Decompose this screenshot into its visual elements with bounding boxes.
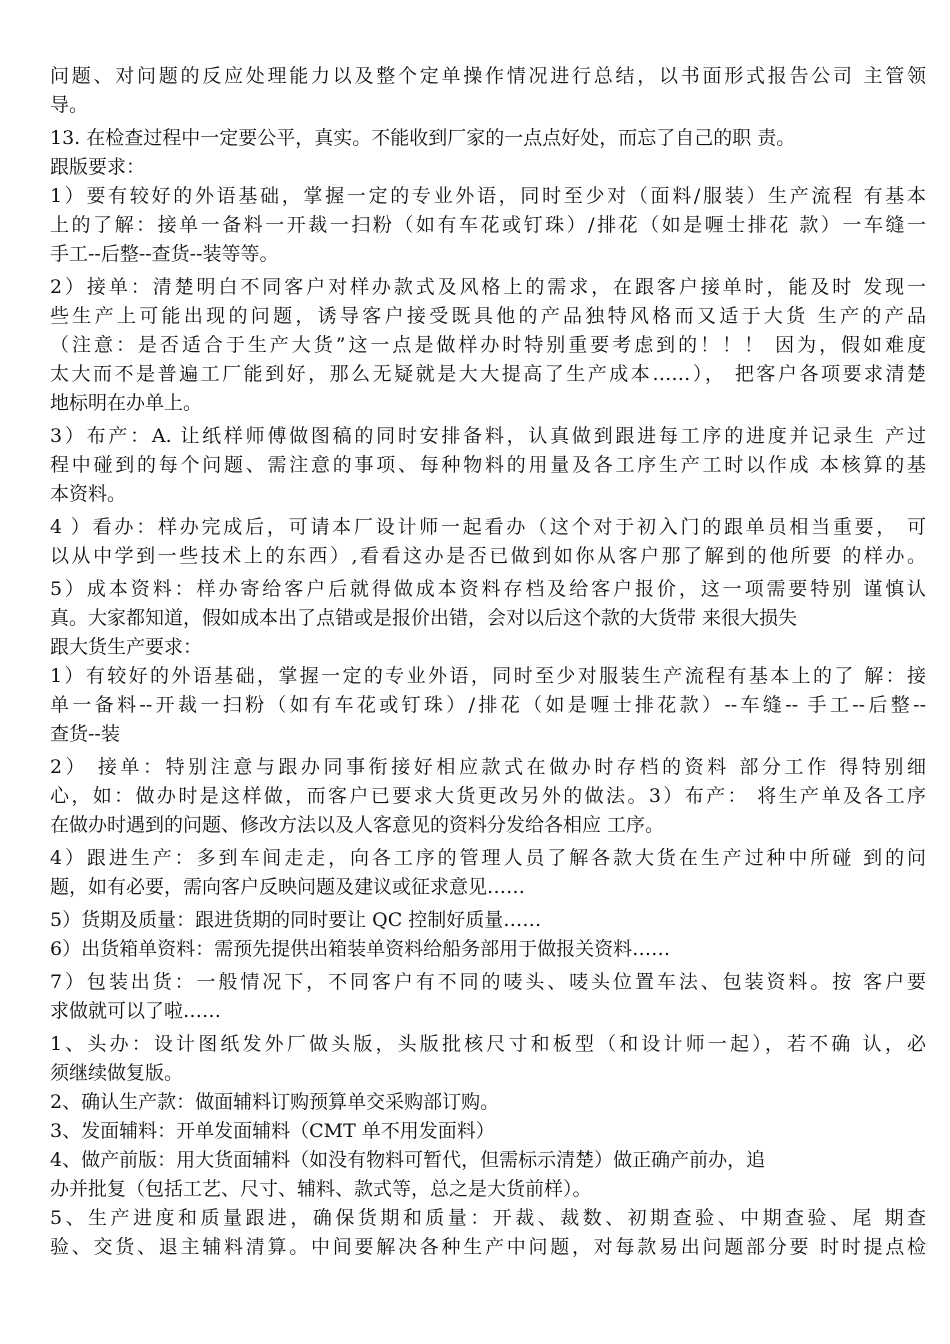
text-line: 单一备料--开裁一扫粉（如有车花或钉珠）/排花（如是喱士排花款）--车缝-- 手工--后整-- [50,694,926,716]
text-line: 本资料。 [50,483,127,505]
text-line: 跟大货生产要求： [50,636,203,658]
text-line: 太大而不是普遍工厂能到好，那么无疑就是大大提高了生产成本……）， 把客户各项要求清楚 [50,363,926,385]
text-line: 程中碰到的每个问题、需注意的事项、每种物料的用量及各工序生产工时以作成 本核算的基 [50,454,926,476]
text-line: 上的了解：接单一备料一开裁一扫粉（如有车花或钉珠）/排花（如是喱士排花 款）一车缝一 [50,214,926,236]
text-line: 4、做产前版：用大货面辅料（如没有物料可暂代，但需标示清楚）做正确产前办，追 [50,1149,766,1171]
text-line: 查货--装 [50,723,120,745]
text-line: 办并批复（包括工艺、尺寸、辅料、款式等，总之是大货前样）。 [50,1178,592,1200]
text-line: 手工--后整--查货--装等等。 [50,243,279,265]
text-line: 13. 在检查过程中一定要公平，真实。不能收到厂家的一点点好处，而忘了自己的职 责。 [50,127,796,149]
text-line: 题，如有必要，需向客户反映问题及建议或征求意见…… [50,876,526,898]
text-line: 心，如：做办时是这样做，而客户已要求大货更改另外的做法。3）布产： 将生产单及各工序 [50,785,926,807]
text-line: 3、发面辅料：开单发面辅料（CMT 单不用发面料） [50,1120,495,1142]
text-line: 5）成本资料：样办寄给客户后就得做成本资料存档及给客户报价，这一项需要特别 谨慎认 [50,578,926,600]
text-line: 些生产上可能出现的问题，诱导客户接受既具他的产品独特风格而又适于大货 生产的产品 [50,305,926,327]
text-line: 2、确认生产款：做面辅料订购预算单交采购部订购。 [50,1091,500,1113]
text-line: 4）跟进生产：多到车间走走，向各工序的管理人员了解各款大货在生产过种中所碰 到的问 [50,847,926,869]
text-line: 3）布产：A. 让纸样师傅做图稿的同时安排备料，认真做到跟进每工序的进度并记录生 产过 [50,425,926,447]
text-line: 问题、对问题的反应处理能力以及整个定单操作情况进行总结，以书面形式报告公司 主管领 [50,65,926,87]
text-line: 1、头办：设计图纸发外厂做头版，头版批核尺寸和板型（和设计师一起），若不确 认，必 [50,1033,926,1055]
text-line: 1）要有较好的外语基础，掌握一定的专业外语，同时至少对（面料/服装）生产流程 有基本 [50,185,926,207]
text-line: 在做办时遇到的问题、修改方法以及人客意见的资料分发给各相应 工序。 [50,814,665,836]
text-line: （注意：是否适合于生产大货”这一点是做样办时特别重要考虑到的！！！ 因为，假如难度 [50,334,926,356]
text-line: 地标明在办单上。 [50,392,203,414]
text-line: 求做就可以了啦…… [50,1000,222,1022]
document-body [50,62,926,1262]
text-line: 跟版要求： [50,156,146,178]
text-line: 5）货期及质量：跟进货期的同时要让 QC 控制好质量…… [50,909,542,931]
text-line: 真。大家都知道，假如成本出了点错或是报价出错，会对以后这个款的大货带 来很大损失 [50,607,798,629]
text-line: 导。 [50,94,89,116]
text-line: 验、交货、退主辅料清算。中间要解决各种生产中问题，对每款易出问题部分要 时时提点检 [50,1236,926,1258]
text-line: 2）接单：清楚明白不同客户对样办款式及风格上的需求，在跟客户接单时，能及时 发现一 [50,276,926,298]
text-line: 2） 接单：特别注意与跟办同事衔接好相应款式在做办时存档的资料 部分工作 得特别细 [50,756,926,778]
text-line: 7）包装出货：一般情况下，不同客户有不同的唛头、唛头位置车法、包装资料。按 客户要 [50,971,926,993]
text-line: 5、生产进度和质量跟进，确保货期和质量：开裁、裁数、初期查验、中期查验、尾 期查 [50,1207,926,1229]
text-line: 须继续做复版。 [50,1062,184,1084]
text-line: 1）有较好的外语基础，掌握一定的专业外语，同时至少对服装生产流程有基本上的了 解：接 [50,665,926,687]
text-line: 以从中学到一些技术上的东西）,看看这办是否已做到如你从客户那了解到的他所要 的样办。 [50,545,926,567]
text-line: 6）出货箱单资料：需预先提供出箱装单资料给船务部用于做报关资料…… [50,938,671,960]
text-line: 4 ）看办：样办完成后，可请本厂设计师一起看办（这个对于初入门的跟单员相当重要， 可 [50,516,926,538]
